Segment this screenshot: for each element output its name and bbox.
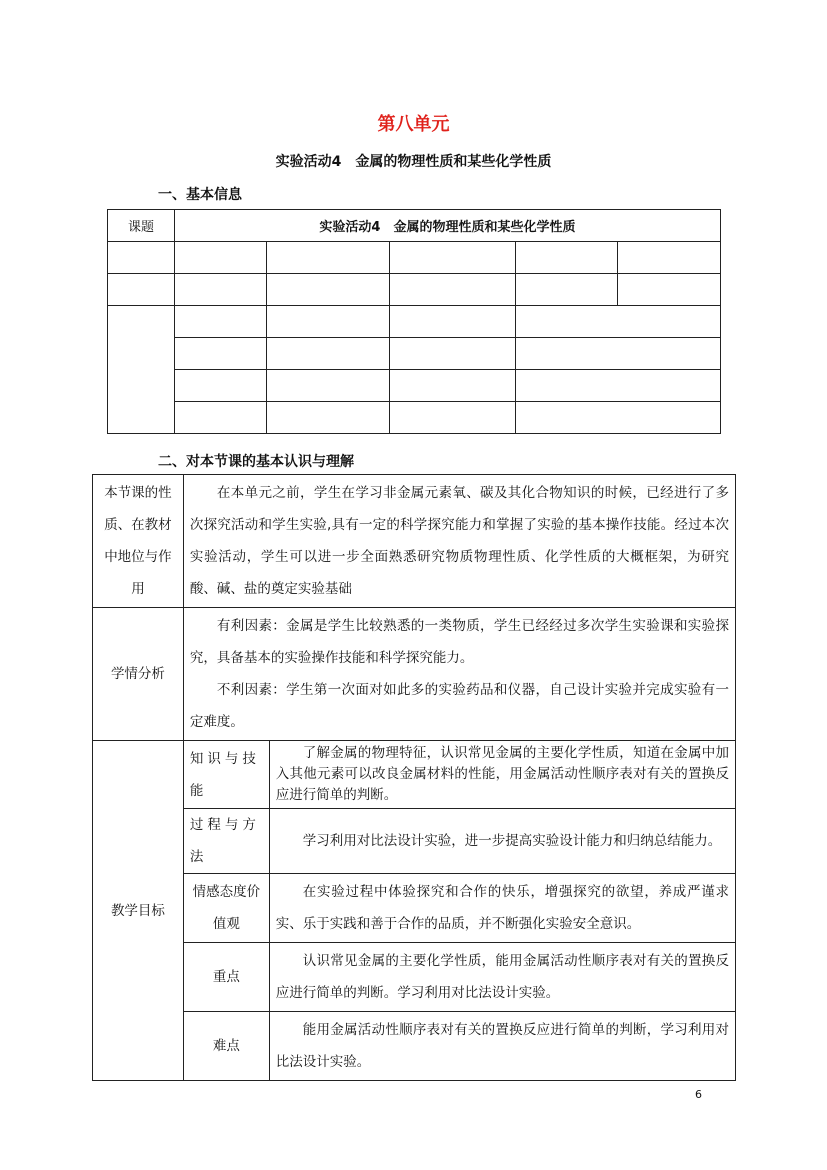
row-label-analysis: 学情分析: [93, 608, 184, 741]
lesson-subtitle: 实验活动4 金属的物理性质和某些化学性质: [275, 154, 552, 170]
understanding-table: [92, 474, 736, 1081]
goal-sub-knowledge: 知识与技能: [183, 741, 269, 809]
table-row: [93, 608, 736, 741]
table-row: [93, 943, 736, 1012]
topic-value: 实验活动4 金属的物理性质和某些化学性质: [174, 210, 720, 242]
goal-text-key: 认识常见金属的主要化学性质，能用金属活动性顺序表对有关的置换反应进行简单的判断。学习利用对比法设计实验。: [269, 943, 735, 1012]
advantage-text: 有利因素：金属是学生比较熟悉的一类物质，学生已经经过多次学生实验课和实验探究，具备基本的实验操作技能和科学探究能力。: [189, 618, 729, 666]
row-text-nature: 在本单元之前，学生在学习非金属元素氧、碳及其化合物知识的时候，已经进行了多次探究活动和学生实验,具有一定的科学探究能力和掌握了实验的基本操作技能。经过本次实验活动，学生可以进一步全面熟悉研究物质物理性质、化学性质的大概框架，为研究酸、碱、盐的奠定实验基础: [183, 475, 735, 608]
goal-sub-difficulty: 难点: [183, 1012, 269, 1081]
table-row: [108, 306, 721, 338]
table-row: [93, 475, 736, 608]
table-row: [93, 874, 736, 943]
goal-sub-process: 过程与方法: [183, 809, 269, 874]
table-row: [93, 1012, 736, 1081]
unit-title: 第八单元: [377, 114, 450, 135]
goal-sub-key: 重点: [183, 943, 269, 1012]
goal-text-difficulty: 能用金属活动性顺序表对有关的置换反应进行简单的判断，学习利用对比法设计实验。: [269, 1012, 735, 1081]
table-row: [93, 809, 736, 874]
table-row: [93, 741, 736, 809]
table-row: [108, 274, 721, 306]
table-row: [108, 338, 721, 370]
goal-text-attitude: 在实验过程中体验探究和合作的快乐，增强探究的欲望，养成严谨求实、乐于实践和善于合作的品质，并不断强化实验安全意识。: [269, 874, 735, 943]
section1-heading: 一、基本信息: [158, 187, 242, 203]
basic-info-table: [107, 209, 721, 434]
goal-text-knowledge: 了解金属的物理特征，认识常见金属的主要化学性质，知道在金属中加入其他元素可以改良金属材料的性能，用金属活动性顺序表对有关的置换反应进行简单的判断。: [269, 741, 735, 809]
table-row: [108, 370, 721, 402]
row-label-nature: 本节课的性质、在教材中地位与作用: [93, 475, 184, 608]
goal-text-process: 学习利用对比法设计实验，进一步提高实验设计能力和归纳总结能力。: [269, 809, 735, 874]
section2-heading: 二、对本节课的基本认识与理解: [158, 454, 354, 470]
page-number: 6: [695, 1088, 702, 1101]
topic-label: 课题: [108, 210, 175, 242]
goal-sub-attitude: 情感态度价值观: [183, 874, 269, 943]
table-row: [108, 402, 721, 434]
row-text-analysis: [183, 608, 735, 741]
table-row: [108, 242, 721, 274]
disadvantage-text: 不利因素：学生第一次面对如此多的实验药品和仪器，自己设计实验并完成实验有一定难度。: [189, 682, 729, 730]
goals-label: 教学目标: [93, 741, 184, 1081]
